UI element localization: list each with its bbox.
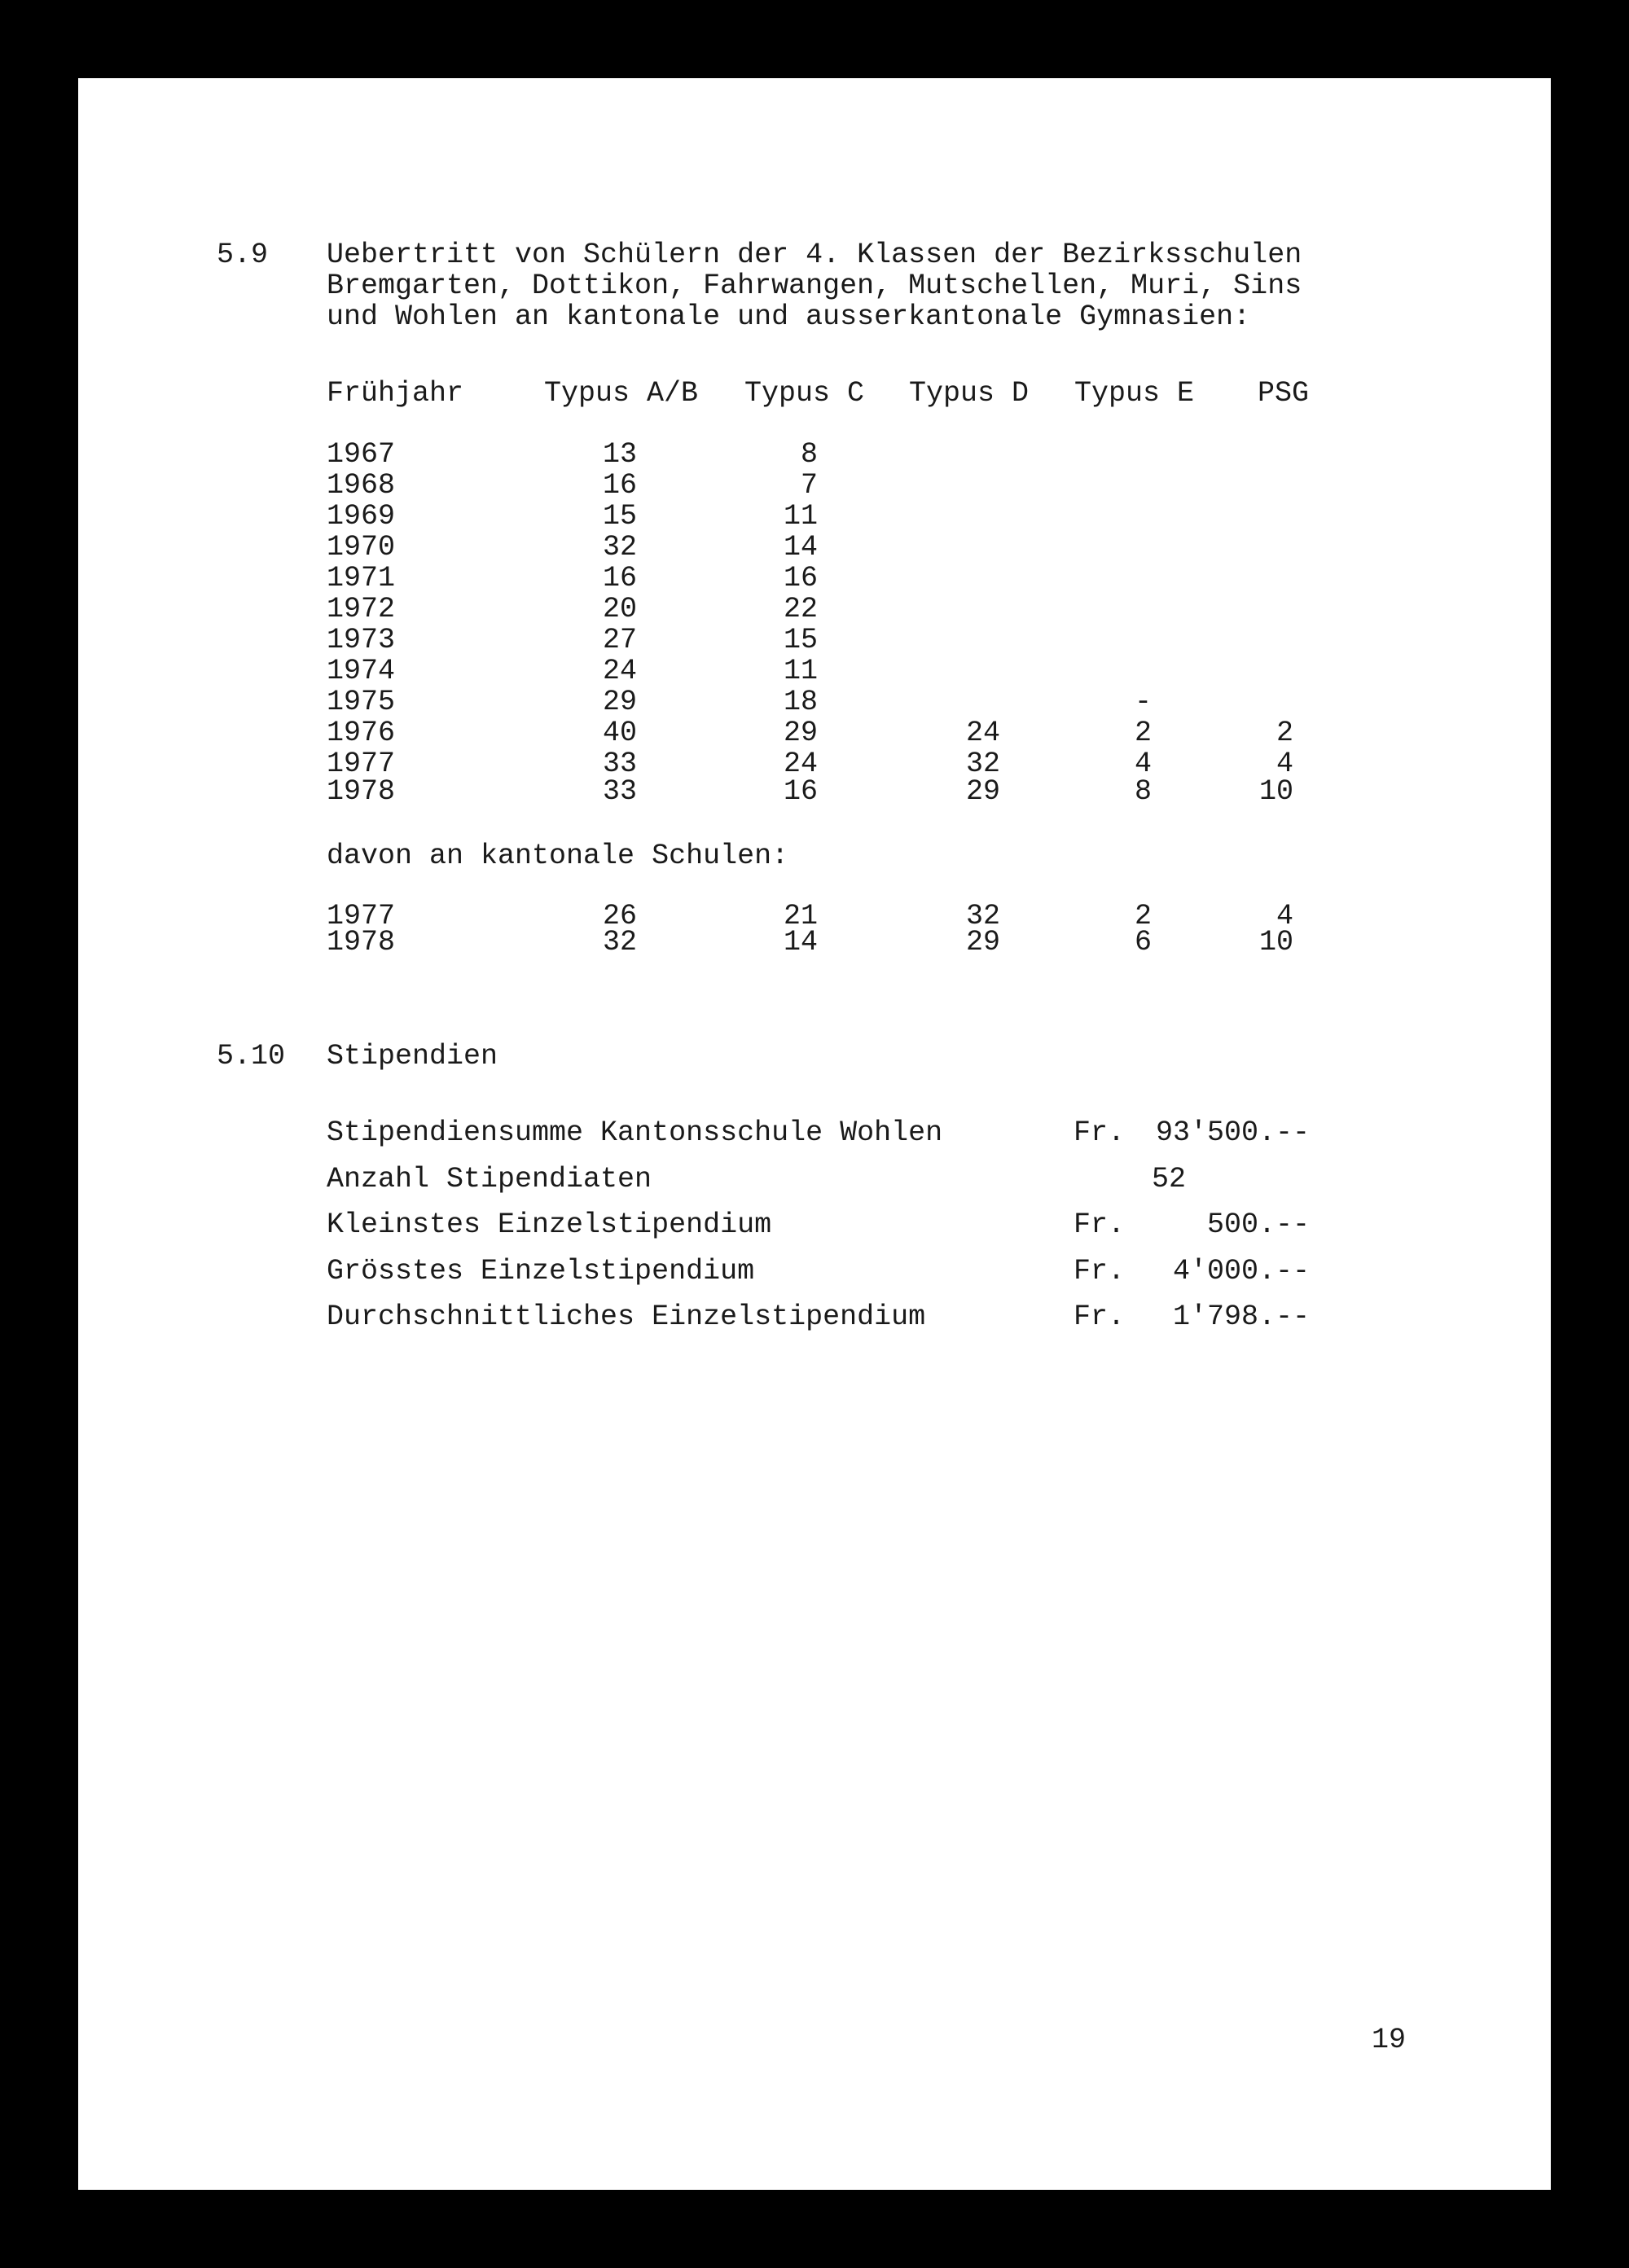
- stipendien-value: 4'000.--: [1172, 1254, 1310, 1288]
- transfer-row-ab-cell: 33: [602, 748, 637, 780]
- transfer-row-year-cell: 1977: [327, 748, 396, 780]
- stipendien-label: Grösstes Einzelstipendium: [327, 1254, 755, 1288]
- transfer-row-year-cell: 1972: [327, 593, 396, 625]
- stipendien-value: 500.--: [1206, 1209, 1310, 1241]
- transfer-row-ab-cell: 33: [602, 775, 637, 808]
- transfer-row-year-cell: 1974: [327, 655, 396, 687]
- transfer-row-ab-cell: 24: [602, 655, 637, 687]
- section-5-9-title-line-2: Bremgarten, Dottikon, Fahrwangen, Mutschellen, Muri, Sins: [327, 270, 1302, 302]
- kantonale-row-psg-cell: 10: [1258, 926, 1293, 959]
- subheading-kantonale-schulen: davon an kantonale Schulen:: [327, 840, 789, 872]
- transfer-row-ab-cell: 15: [602, 500, 637, 533]
- transfer-row-psg-cell: 4: [1276, 748, 1293, 780]
- section-5-9-title-line-1: Uebertritt von Schülern der 4. Klassen der Bezirksschulen: [327, 239, 1302, 271]
- transfer-row-year-cell: 1976: [327, 717, 396, 749]
- transfer-row-d-cell: 24: [965, 717, 1000, 749]
- transfer-row-ab-cell: 16: [602, 562, 637, 594]
- transfer-row-psg-cell: 2: [1276, 717, 1293, 749]
- document-page: [78, 78, 1551, 2190]
- kantonale-row-d-cell: 29: [965, 926, 1000, 959]
- section-5-10-number: 5.10: [217, 1040, 286, 1073]
- kantonale-row-e-cell: 2: [1134, 900, 1152, 932]
- transfer-row-year-cell: 1968: [327, 469, 396, 502]
- stipendien-label: Stipendiensumme Kantonsschule Wohlen: [327, 1116, 943, 1149]
- kantonale-row-ab-cell: 32: [602, 926, 637, 959]
- section-5-9-title-line-3: und Wohlen an kantonale und ausserkantonale Gymnasien:: [327, 300, 1251, 333]
- transfer-row-c-cell: 24: [783, 748, 818, 780]
- section-5-10-title: Stipendien: [327, 1040, 498, 1073]
- kantonale-row-d-cell: 32: [965, 900, 1000, 932]
- transfer-row-c-cell: 15: [783, 624, 818, 656]
- transfer-row-c-cell: 11: [783, 500, 818, 533]
- stipendien-currency: Fr.: [1074, 1209, 1126, 1241]
- transfer-row-year-cell: 1978: [327, 775, 396, 808]
- transfer-row-c-cell: 16: [783, 775, 818, 808]
- stipendien-value: 52: [1151, 1162, 1186, 1195]
- transfer-row-c-cell: 14: [783, 531, 818, 564]
- stipendien-currency: Fr.: [1074, 1116, 1126, 1149]
- transfer-row-ab-cell: 16: [602, 469, 637, 502]
- transfer-row-psg-cell: 10: [1258, 775, 1293, 808]
- transfer-row-e-cell: -: [1134, 686, 1152, 718]
- transfer-row-c-cell: 16: [783, 562, 818, 594]
- transfer-row-year-cell: 1971: [327, 562, 396, 594]
- kantonale-row-year-cell: 1977: [327, 900, 396, 932]
- kantonale-row-e-cell: 6: [1134, 926, 1152, 959]
- stipendien-label: Durchschnittliches Einzelstipendium: [327, 1301, 926, 1333]
- kantonale-row-psg-cell: 4: [1276, 900, 1293, 932]
- transfer-row-year-cell: 1967: [327, 438, 396, 471]
- header-typus-e: Typus E: [1074, 377, 1195, 410]
- kantonale-row-year-cell: 1978: [327, 926, 396, 959]
- header-fruehjahr: Frühjahr: [327, 377, 464, 410]
- page-number: 19: [1372, 2024, 1407, 2056]
- stipendien-label: Kleinstes Einzelstipendium: [327, 1209, 772, 1241]
- transfer-row-ab-cell: 20: [602, 593, 637, 625]
- transfer-row-year-cell: 1975: [327, 686, 396, 718]
- stipendien-label: Anzahl Stipendiaten: [327, 1162, 652, 1195]
- transfer-row-ab-cell: 40: [602, 717, 637, 749]
- transfer-row-d-cell: 32: [965, 748, 1000, 780]
- transfer-row-c-cell: 11: [783, 655, 818, 687]
- transfer-row-year-cell: 1969: [327, 500, 396, 533]
- transfer-row-c-cell: 18: [783, 686, 818, 718]
- header-psg: PSG: [1258, 377, 1310, 410]
- transfer-row-e-cell: 4: [1134, 748, 1152, 780]
- transfer-row-c-cell: 22: [783, 593, 818, 625]
- header-typus-c: Typus C: [744, 377, 865, 410]
- transfer-row-c-cell: 29: [783, 717, 818, 749]
- kantonale-row-ab-cell: 26: [602, 900, 637, 932]
- transfer-row-ab-cell: 13: [602, 438, 637, 471]
- transfer-row-e-cell: 2: [1134, 717, 1152, 749]
- transfer-row-ab-cell: 27: [602, 624, 637, 656]
- kantonale-row-c-cell: 14: [783, 926, 818, 959]
- header-typus-ab: Typus A/B: [544, 377, 699, 410]
- transfer-row-ab-cell: 29: [602, 686, 637, 718]
- stipendien-value: 93'500.--: [1155, 1116, 1310, 1149]
- stipendien-currency: Fr.: [1074, 1254, 1126, 1288]
- stipendien-currency: Fr.: [1074, 1301, 1126, 1333]
- transfer-row-c-cell: 7: [800, 469, 818, 502]
- transfer-row-d-cell: 29: [965, 775, 1000, 808]
- stipendien-value: 1'798.--: [1172, 1301, 1310, 1333]
- transfer-row-ab-cell: 32: [602, 531, 637, 564]
- transfer-row-year-cell: 1973: [327, 624, 396, 656]
- section-5-9-number: 5.9: [217, 239, 269, 271]
- transfer-row-e-cell: 8: [1134, 775, 1152, 808]
- header-typus-d: Typus D: [909, 377, 1030, 410]
- transfer-row-c-cell: 8: [800, 438, 818, 471]
- kantonale-row-c-cell: 21: [783, 900, 818, 932]
- transfer-row-year-cell: 1970: [327, 531, 396, 564]
